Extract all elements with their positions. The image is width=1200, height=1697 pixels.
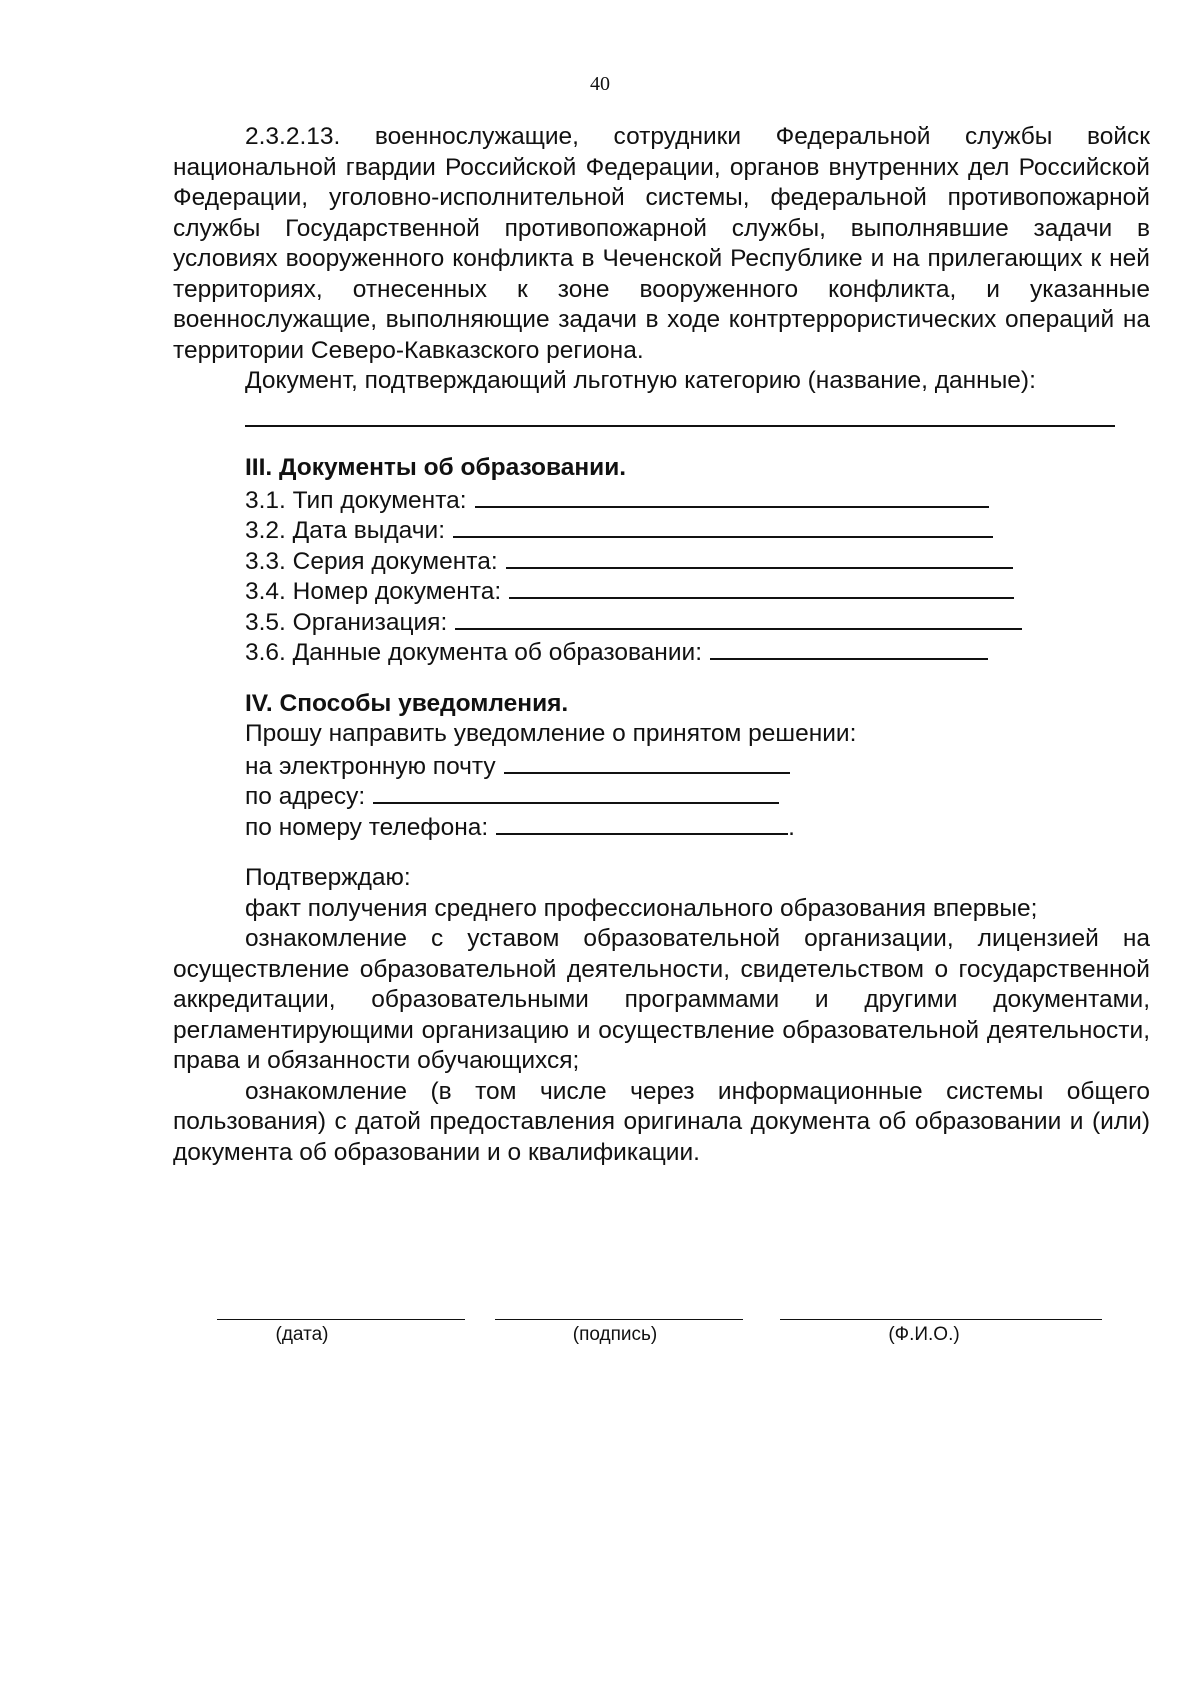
notification-request: Прошу направить уведомление о принятом решении: bbox=[245, 720, 857, 747]
field-issue-date bbox=[173, 514, 1150, 545]
privilege-document-label: Документ, подтверждающий льготную категорию (название, данные): bbox=[245, 367, 1036, 394]
field-organization bbox=[173, 606, 1150, 637]
notify-phone-label: по номеру телефона: bbox=[245, 813, 489, 841]
confirm-heading: Подтверждаю: bbox=[245, 864, 411, 891]
notify-phone-line[interactable] bbox=[496, 811, 788, 835]
page-number: 40 bbox=[590, 73, 610, 95]
confirm-item-charter-acquaintance: ознакомление с уставом образовательной организации, лицензией на осуществление образовательной деятельности, свидетельством о государственной аккредитации, образовательными программами и другими документами, регламентирующими организацию и осуществление образовательной деятельности, права и обязанности обучающихся; bbox=[173, 925, 1150, 1074]
notify-address bbox=[173, 780, 1150, 811]
full-name-signature-line[interactable] bbox=[780, 1319, 1102, 1320]
field-doc-number-label: 3.4. Номер документа: bbox=[245, 578, 502, 605]
section-3-title: III. Документы об образовании. bbox=[245, 454, 627, 481]
field-doc-number bbox=[173, 575, 1150, 606]
section-4-title: IV. Способы уведомления. bbox=[245, 689, 569, 717]
field-doc-number-line[interactable] bbox=[509, 575, 1014, 599]
confirm-item-original-date-acquaintance: ознакомление (в том числе через информационные системы общего пользования) с датой предоставления оригинала документа об образовании и (или) документа об образовании и о квалификации. bbox=[173, 1077, 1150, 1166]
signature-line[interactable] bbox=[495, 1319, 743, 1320]
field-issue-date-label: 3.2. Дата выдачи: bbox=[245, 517, 445, 544]
field-doc-series bbox=[173, 545, 1150, 576]
field-edu-doc-data bbox=[173, 636, 1150, 667]
notify-email-line[interactable] bbox=[504, 750, 790, 774]
clause-2-3-2-13: 2.3.2.13. военнослужащие, сотрудники Федеральной службы войск национальной гвардии Российской Федерации, органов внутренних дел Российской Федерации, уголовно-исполнительной системы, федеральной противопожарной службы Государственной противопожарной службы, выполнявшие задачи в условиях вооруженного конфликта в Чеченской Республике и на прилегающих к ней территориях, отнесенных к зоне вооруженного конфликта, и указанные военнослужащие, выполняющие задачи в ходе контртеррористических операций на территории Северо-Кавказского региона. bbox=[173, 123, 1150, 364]
field-issue-date-line[interactable] bbox=[453, 514, 993, 538]
full-name-caption: (Ф.И.О.) bbox=[888, 1324, 960, 1345]
field-edu-doc-data-label: 3.6. Данные документа об образовании: bbox=[245, 639, 703, 666]
document-body bbox=[173, 122, 1150, 1168]
date-caption: (дата) bbox=[275, 1324, 329, 1345]
notify-email-label: на электронную почту bbox=[245, 752, 496, 780]
confirm-item-first-education: факт получения среднего профессионального образования впервые; bbox=[245, 894, 1038, 922]
field-doc-series-line[interactable] bbox=[506, 545, 1013, 569]
field-doc-series-label: 3.3. Серия документа: bbox=[245, 547, 498, 575]
field-organization-line[interactable] bbox=[455, 606, 1022, 630]
notify-address-line[interactable] bbox=[373, 780, 779, 804]
field-edu-doc-data-line[interactable] bbox=[710, 636, 988, 660]
field-doc-type bbox=[173, 484, 1150, 515]
notify-address-label: по адресу: bbox=[245, 783, 366, 810]
field-doc-type-line[interactable] bbox=[475, 484, 989, 508]
field-organization-label: 3.5. Организация: bbox=[245, 608, 448, 636]
privilege-document-line[interactable] bbox=[245, 397, 1115, 428]
notify-phone-period: . bbox=[788, 813, 795, 841]
date-signature-line[interactable] bbox=[217, 1319, 465, 1320]
field-doc-type-label: 3.1. Тип документа: bbox=[245, 486, 467, 514]
notify-email bbox=[173, 750, 1150, 781]
notify-phone bbox=[173, 811, 1150, 842]
signature-caption: (подпись) bbox=[572, 1324, 658, 1345]
